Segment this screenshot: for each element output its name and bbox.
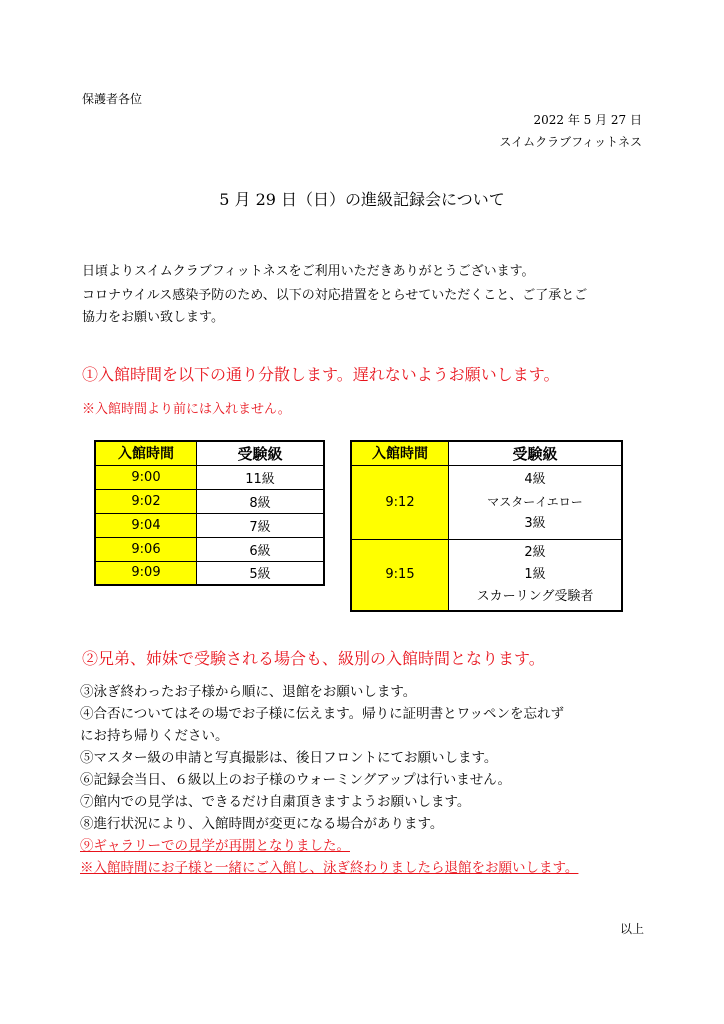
item-9: ⑨ギャラリーでの見学が再開となりました。 [80,838,350,854]
grade-item: スカーリング受験者 [476,588,594,604]
row-grade: 11級 [197,465,325,489]
section1-heading: ①入館時間を以下の通り分散します。遅れないようお願いします。 [82,365,560,384]
row-grade: 7級 [197,513,325,537]
intro-line-3: 協力をお願い致します。 [82,310,224,325]
schedule-table-right [350,440,623,612]
intro-line-2: コロナウイルス感染予防のため、以下の対応措置をとらせていただくこと、ご了承とご [82,288,588,303]
item-4: ④合否についてはその場でお子様に伝えます。帰りに証明書とワッペンを忘れず [80,706,564,722]
table-row [95,465,324,489]
item-4-cont: にお持ち帰りください。 [80,728,229,744]
group-time: 9:15 [351,539,449,611]
row-time: 9:02 [95,489,197,513]
group-time: 9:12 [351,465,449,539]
item-7: ⑦館内での見学は、できるだけ自粛頂きますようお願いします。 [80,794,471,810]
addressee: 保護者各位 [82,92,143,106]
grade-item: マスターイエロー [487,495,583,509]
page-title: 5 月 29 日（日）の進級記録会について [219,190,505,209]
row-time: 9:06 [95,537,197,561]
group-grades [449,539,623,611]
left-header-time: 入館時間 [95,441,197,465]
organization-name: スイムクラブフィットネス [499,135,642,149]
row-grade: 5級 [197,561,325,585]
row-time: 9:04 [95,513,197,537]
row-grade: 8級 [197,489,325,513]
left-header-grade: 受験級 [197,441,325,465]
grade-item: 3級 [524,516,546,531]
entry-exit-note: ※入館時間にお子様と一緒にご入館し、泳ぎ終わりましたら退館をお願いします。 [80,860,579,876]
table-row [351,465,622,539]
row-time: 9:09 [95,561,197,585]
row-time: 9:00 [95,465,197,489]
row-grade: 6級 [197,537,325,561]
grade-item: 4級 [524,472,546,487]
item-5: ⑤マスター級の申請と写真撮影は、後日フロントにてお願いします。 [80,750,498,766]
table-row [95,513,324,537]
schedule-table-left [94,440,325,586]
intro-line-1: 日頃よりスイムクラブフィットネスをご利用いただきありがとうございます。 [82,264,535,279]
table-row [95,537,324,561]
group-grades [449,465,623,539]
item-6: ⑥記録会当日、６級以上のお子様のウォーミングアップは行いません。 [80,772,512,788]
document-date: 2022 年 5 月 27 日 [533,113,642,127]
right-header-grade: 受験級 [449,441,623,465]
grade-item: 2級 [524,544,546,560]
item-8: ⑧進行状況により、入館時間が変更になる場合があります。 [80,816,444,832]
table-row [95,489,324,513]
section2-heading: ②兄弟、姉妹で受験される場合も、級別の入館時間となります。 [82,649,545,668]
table-row [351,539,622,611]
closing: 以上 [619,922,644,936]
section1-note: ※入館時間より前には入れません。 [82,402,291,417]
right-header-time: 入館時間 [351,441,449,465]
item-3: ③泳ぎ終わったお子様から順に、退館をお願いします。 [80,684,417,700]
table-row [95,561,324,585]
grade-item: 1級 [524,566,546,582]
